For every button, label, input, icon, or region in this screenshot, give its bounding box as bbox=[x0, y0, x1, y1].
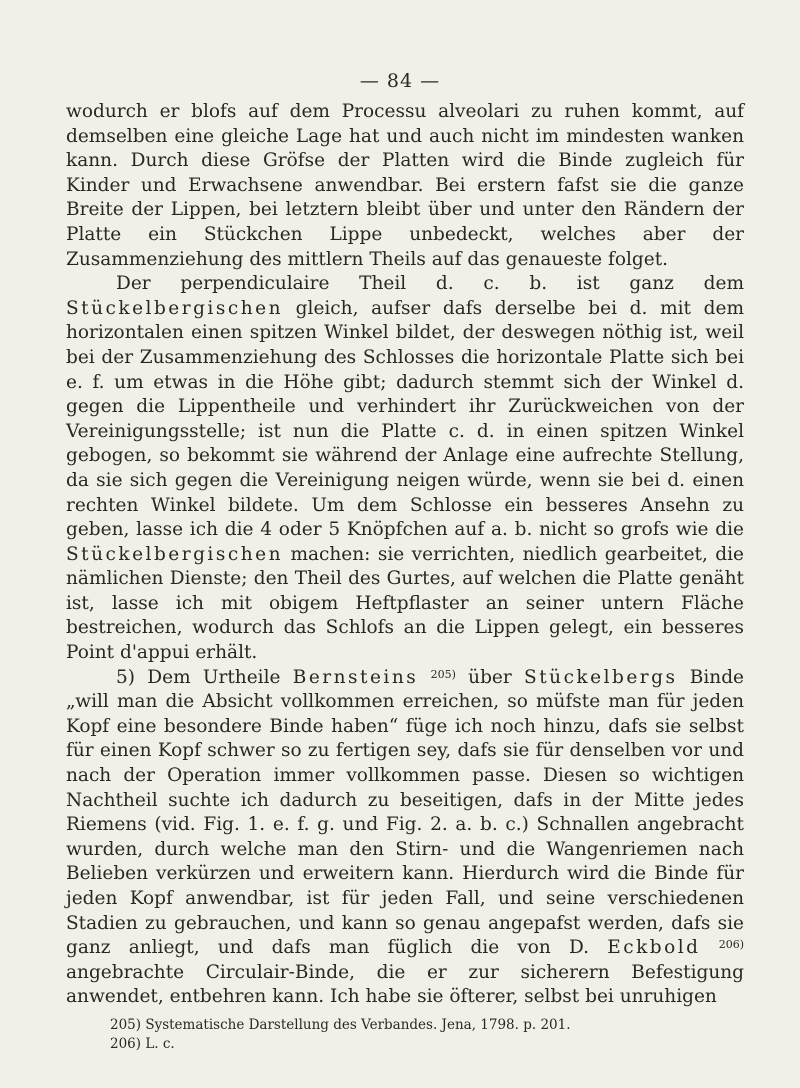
text-run: über bbox=[455, 666, 525, 688]
text-run: wodurch er blofs auf dem Processu alveolari zu ruhen kommt, auf demselben eine gleiche Lage hat und auch nicht im mindesten wanken kann. Durch diese Gröfse der Platten wird die Binde zugleich für Kinder und Erwachsene anwendbar. Bei erstern fafst sie die ganze Breite der Lippen, bei letztern bleibt über und unter den Rändern der Platte ein Stückchen Lippe unbedeckt, welches aber der Zusammenziehung des mittlern Theils auf das genaueste folget. bbox=[66, 101, 744, 270]
footnote-206: 206) L. c. bbox=[110, 1035, 175, 1052]
text-run: angebrachte Circulair-Binde, die er zur sicherern Befestigung anwendet, entbehren kann. Ich habe sie öfterer, selbst bei unruhigen bbox=[66, 961, 744, 1008]
paragraph-p2 bbox=[66, 272, 744, 666]
text-run: gleich, aufser dafs derselbe bei d. mit dem horizontalen einen spitzen Winkel bildet, der deswegen nöthig ist, weil bei der Zusammenziehung des Schlosses die horizontale Platte sich bei e. f. um etwas in die Höhe gibt; dadurch stemmt sich der Winkel d. gegen die Lippentheile und verhindert ihr Zurückweichen von der Vereinigungsstelle; ist nun die Platte c. d. in einen spitzen Winkel gebogen, so bekommt sie während der Anlage eine aufrechte Stellung, da sie sich gegen die Vereinigung neigen würde, wenn sie bei d. einen rechten Winkel bildete. Um dem Schlosse ein besseres Ansehn zu geben, lasse ich die 4 oder 5 Knöpfchen auf a. b. nicht so grofs wie die bbox=[66, 297, 744, 541]
text-run: Der perpendiculaire Theil d. c. b. ist ganz dem bbox=[116, 273, 744, 295]
text-run: machen: sie verrichten, niedlich gearbeitet, die nämlichen Dienste; den Theil des Gurtes, auf welchen die Platte genäht ist, lasse ich mit obigem Heftpflaster an seiner untern Fläche bestreichen, wodurch das Schlofs an die Lippen gelegt, ein besseres Point d'appui erhält. bbox=[66, 543, 744, 664]
text-run bbox=[701, 937, 719, 958]
footnotes bbox=[66, 1016, 744, 1054]
text-run: Binde „will man die Absicht vollkommen erreichen, so müfste man für jeden Kopf eine besondere Binde haben“ füge ich noch hinzu, dafs sie selbst für einen Kopf schwer so zu fertigen sey, dafs sie für denselben vor und nach der Operation immer vollkommen passe. Diesen so wichtigen Nachtheil suchte ich dadurch zu beseitigen, dafs in der Mitte jedes Riemens (vid. Fig. 1. e. f. g. und Fig. 2. a. b. c.) Schnallen angebracht wurden, durch welche man den Stirn- und die Wangenriemen nach Belieben verkürzen und erweitern kann. Hierdurch wird die Binde für jeden Kopf anwendbar, ist für jeden Fall, und seine verschiedenen Stadien zu gebrauchen, und kann so genau angepafst werden, dafs sie ganz anliegt, und dafs man füglich die von D. bbox=[66, 666, 745, 959]
footnote-ref: 206) bbox=[718, 938, 744, 952]
name-spaced: Bernsteins bbox=[292, 666, 419, 688]
name-spaced: Stückelbergs bbox=[524, 666, 678, 688]
name-spaced: Eckbold bbox=[607, 937, 701, 959]
name-spaced: Stückelbergischen bbox=[66, 297, 283, 319]
text-run: 5) Dem Urtheile bbox=[116, 666, 293, 688]
paragraph-p3 bbox=[66, 666, 744, 1010]
page-number: — 84 — bbox=[359, 70, 441, 92]
name-spaced: Stückelbergischen bbox=[66, 543, 283, 565]
footnote-ref: 205) bbox=[430, 667, 456, 681]
paragraph-p1 bbox=[66, 100, 744, 272]
footnote-205: 205) Systematische Darstellung des Verbandes. Jena, 1798. p. 201. bbox=[110, 1016, 571, 1033]
body-text bbox=[66, 100, 744, 1010]
text-run bbox=[418, 667, 430, 688]
